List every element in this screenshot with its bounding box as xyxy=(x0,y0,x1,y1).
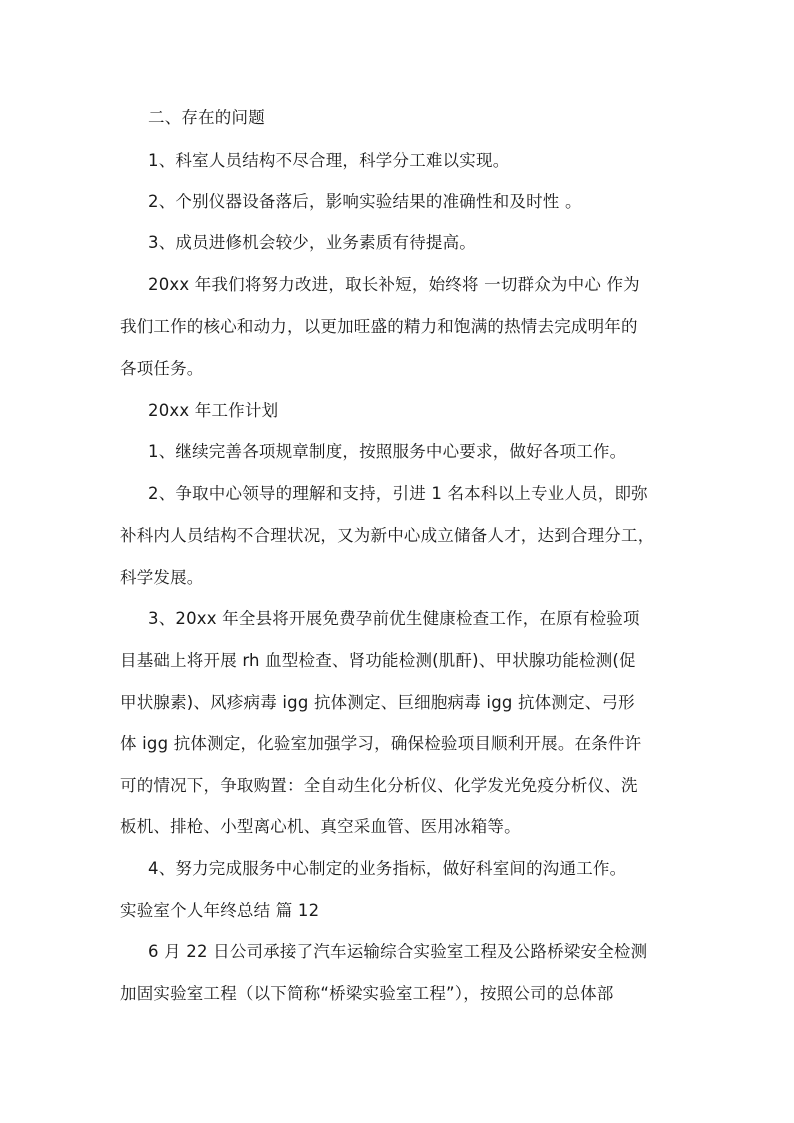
plan-item-3-line-2: 目基础上将开展 rh 血型检查、肾功能检测(肌酐)、甲状腺功能检测(促 xyxy=(120,651,636,670)
plan-item-3-line-5: 可的情况下，争取购置：全自动生化分析仪、化学发光免疫分析仪、洗 xyxy=(120,776,638,795)
plan-item-3-line-1: 3、20xx 年全县将开展免费孕前优生健康检查工作，在原有检验项 xyxy=(148,609,640,628)
heading-existing-problems: 二、存在的问题 xyxy=(148,108,265,127)
intro-paragraph-line-1: 20xx 年我们将努力改进，取长补短，始终将 一切群众为中心 作为 xyxy=(148,275,640,294)
section-paragraph-line-1: 6 月 22 日公司承接了汽车运输综合实验室工程及公路桥梁安全检测 xyxy=(148,942,648,961)
plan-item-2-line-3: 科学发展。 xyxy=(120,568,204,587)
problem-item-1: 1、科室人员结构不尽合理，科学分工难以实现。 xyxy=(148,151,510,170)
plan-item-3-line-6: 板机、排枪、小型离心机、真空采血管、医用冰箱等。 xyxy=(120,817,521,836)
plan-item-3-line-3: 甲状腺素)、风疹病毒 igg 抗体测定、巨细胞病毒 igg 抗体测定、弓形 xyxy=(120,693,635,712)
problem-item-3: 3、成员进修机会较少，业务素质有待提高。 xyxy=(148,233,476,252)
intro-paragraph-line-3: 各项任务。 xyxy=(120,359,204,378)
plan-item-2-line-1: 2、争取中心领导的理解和支持，引进 1 名本科以上专业人员，即弥 xyxy=(148,484,648,503)
heading-work-plan: 20xx 年工作计划 xyxy=(148,401,279,420)
plan-item-2-line-2: 补科内人员结构不合理状况，又为新中心成立储备人才，达到合理分工， xyxy=(120,526,655,545)
intro-paragraph-line-2: 我们工作的核心和动力，以更加旺盛的精力和饱满的热情去完成明年的 xyxy=(120,317,638,336)
section-title: 实验室个人年终总结 篇 12 xyxy=(120,901,320,920)
plan-item-4: 4、努力完成服务中心制定的业务指标，做好科室间的沟通工作。 xyxy=(148,859,627,878)
plan-item-1: 1、继续完善各项规章制度，按照服务中心要求，做好各项工作。 xyxy=(148,442,627,461)
plan-item-3-line-4: 体 igg 抗体测定，化验室加强学习，确保检验项目顺利开展。在条件许 xyxy=(120,734,642,753)
problem-item-2: 2、个别仪器设备落后，影响实验结果的准确性和及时性 。 xyxy=(148,192,582,211)
section-paragraph-line-2: 加固实验室工程（以下简称“桥梁实验室工程”），按照公司的总体部 xyxy=(120,984,614,1003)
